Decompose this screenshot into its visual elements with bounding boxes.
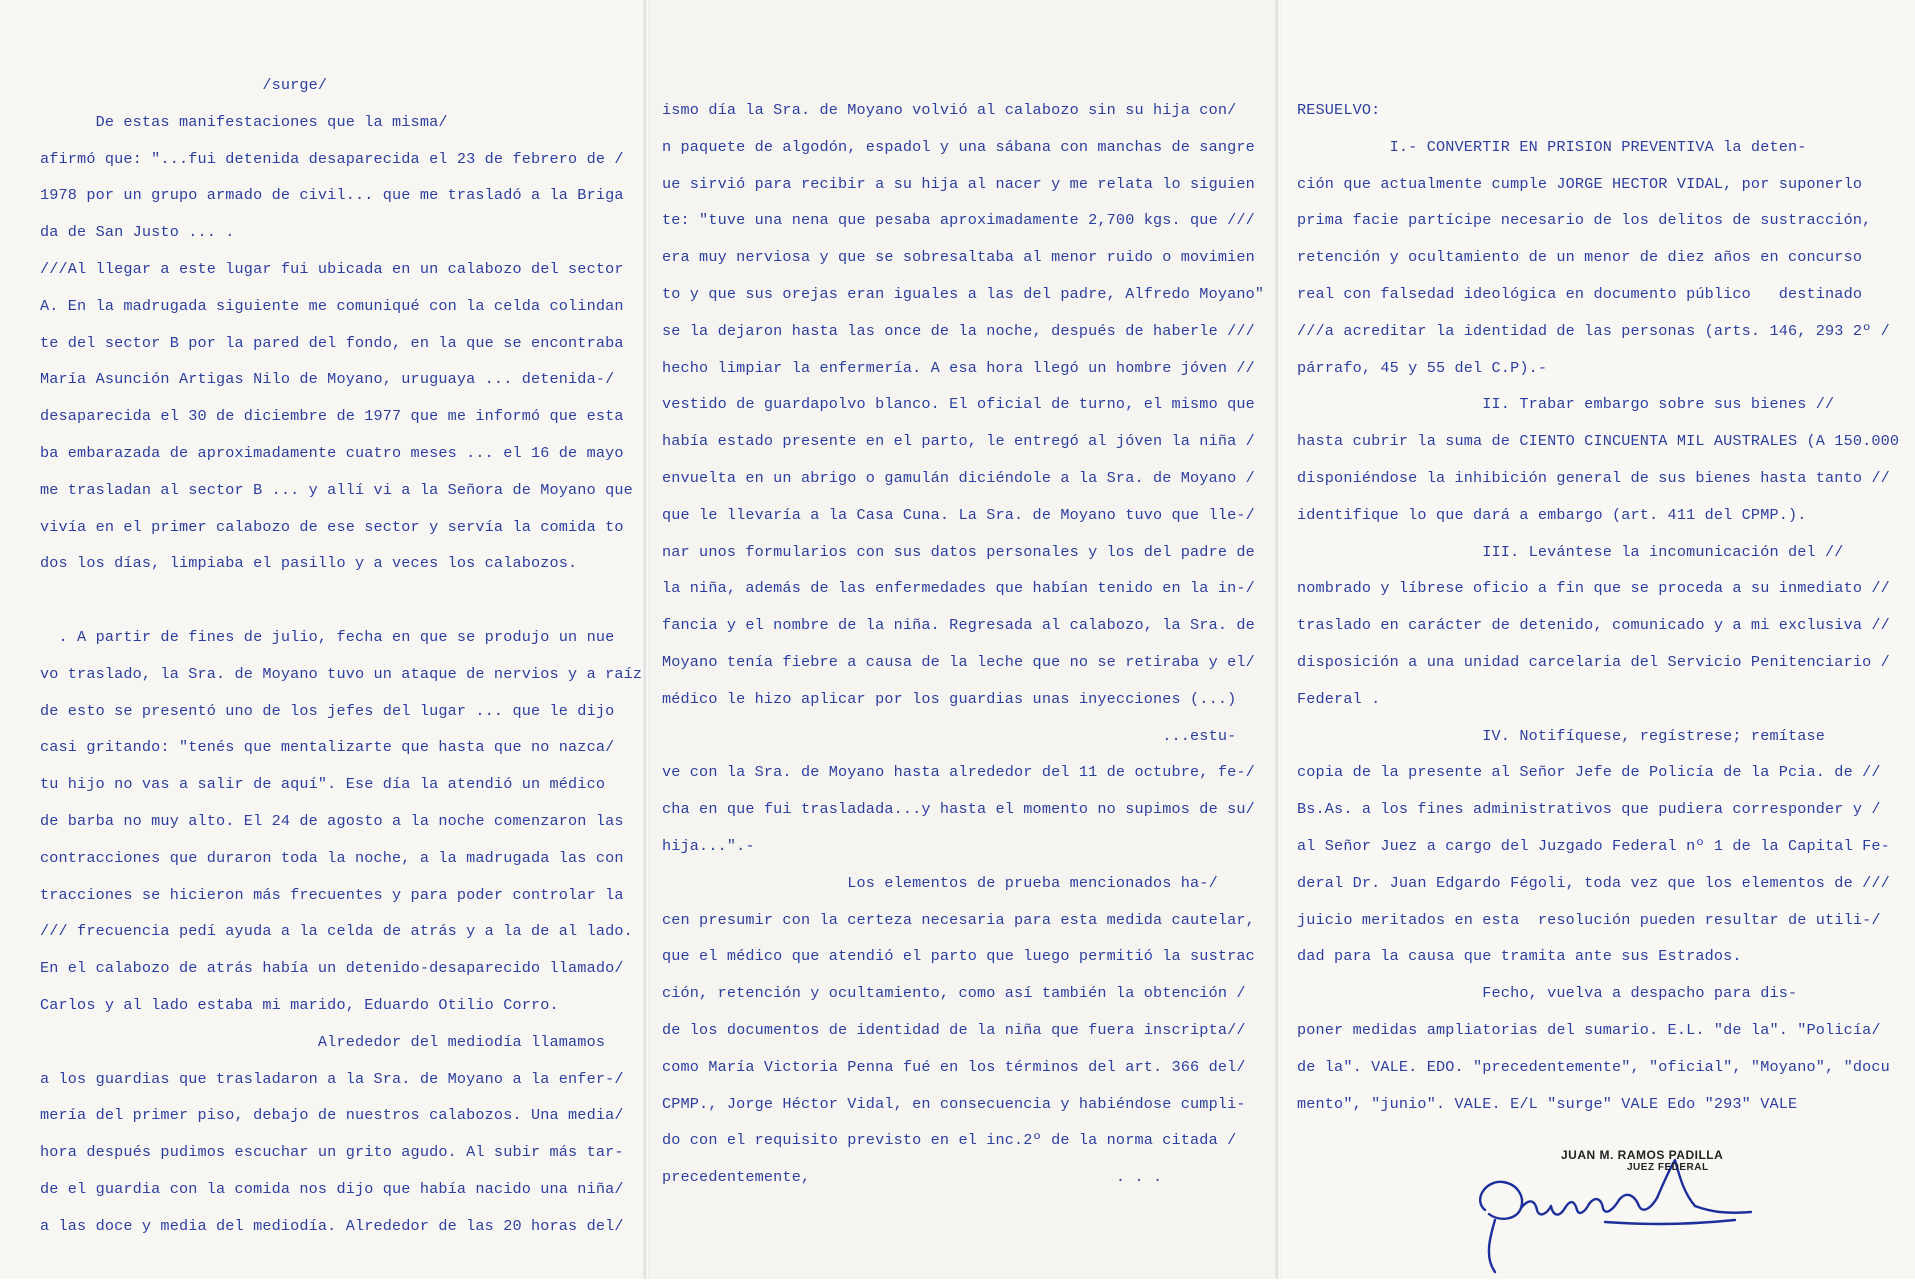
text-line: Federal . <box>1297 689 1381 708</box>
text-line: real con falsedad ideológica en documento público destinado <box>1297 284 1863 303</box>
text-line: precedentemente, . . . <box>662 1168 1163 1187</box>
text-line: Moyano tenía fiebre a causa de la leche que no se retiraba y el/ <box>662 652 1255 671</box>
text-line: párrafo, 45 y 55 del C.P).- <box>1297 358 1548 377</box>
text-line: que el médico que atendió el parto que luego permitió la sustrac <box>662 947 1255 966</box>
text-line: se la dejaron hasta las once de la noche, después de haberle /// <box>662 321 1255 340</box>
text-line: mería del primer piso, debajo de nuestros calabozos. Una media/ <box>40 1106 624 1125</box>
text-line: vestido de guardapolvo blanco. El oficial de turno, el mismo que <box>662 395 1255 414</box>
text-line: hija...".- <box>662 836 755 855</box>
text-line: a los guardias que trasladaron a la Sra. de Moyano a la enfer-/ <box>40 1069 624 1088</box>
text-line <box>40 582 642 619</box>
text-line: Bs.As. a los fines administrativos que pudiera corresponder y / <box>1297 800 1881 819</box>
text-line: n paquete de algodón, espadol y una sábana con manchas de sangre <box>662 137 1255 156</box>
text-line: era muy nerviosa y que se sobresaltaba al menor ruido o movimien <box>662 248 1255 267</box>
text-line: CPMP., Jorge Héctor Vidal, en consecuencia y habiéndose cumpli- <box>662 1094 1246 1113</box>
text-line: I.- CONVERTIR EN PRISION PREVENTIVA la deten- <box>1297 137 1807 156</box>
text-line: deral Dr. Juan Edgardo Fégoli, toda vez que los elementos de /// <box>1297 873 1890 892</box>
text-line: A. En la madrugada siguiente me comuniqué con la celda colindan <box>40 296 624 315</box>
text-line: II. Trabar embargo sobre sus bienes // <box>1297 395 1835 414</box>
text-line: hora después pudimos escuchar un grito agudo. Al subir más tar- <box>40 1143 624 1162</box>
paper-fold-right <box>1275 0 1281 1279</box>
text-line: de esto se presentó uno de los jefes del lugar ... que le dijo <box>40 701 615 720</box>
text-line: ismo día la Sra. de Moyano volvió al calabozo sin su hija con/ <box>662 101 1237 119</box>
text-line: poner medidas ampliatorias del sumario. E.L. "de la". "Policía/ <box>1297 1020 1881 1039</box>
paper-fold-left <box>643 0 649 1279</box>
text-line: Los elementos de prueba mencionados ha-/ <box>662 873 1218 892</box>
text-line: retención y ocultamiento de un menor de diez años en concurso <box>1297 248 1863 267</box>
text-line: to y que sus orejas eran iguales a las del padre, Alfredo Moyano" <box>662 284 1265 303</box>
text-line: IV. Notifíquese, regístrese; remítase <box>1297 726 1826 745</box>
text-line: al Señor Juez a cargo del Juzgado Federal nº 1 de la Capital Fe- <box>1297 836 1890 855</box>
text-line: ue sirvió para recibir a su hija al nacer y me relata lo siguien <box>662 174 1255 193</box>
text-line: identifique lo que dará a embargo (art. 411 del CPMP.). <box>1297 505 1807 524</box>
text-line: tracciones se hicieron más frecuentes y para poder controlar la <box>40 885 624 904</box>
text-line: prima facie partícipe necesario de los delitos de sustracción, <box>1297 211 1872 230</box>
text-line: envuelta en un abrigo o gamulán diciéndole a la Sra. de Moyano / <box>662 468 1255 487</box>
text-line: que le llevaría a la Casa Cuna. La Sra. de Moyano tuvo que lle-/ <box>662 505 1255 524</box>
text-line: de los documentos de identidad de la niña que fuera inscripta// <box>662 1020 1246 1039</box>
text-line: afirmó que: "...fui detenida desaparecida el 23 de febrero de / <box>40 149 624 168</box>
text-line: da de San Justo ... . <box>40 223 235 242</box>
text-line: como María Victoria Penna fué en los términos del art. 366 del/ <box>662 1057 1246 1076</box>
text-line: /// frecuencia pedí ayuda a la celda de atrás y a la de al lado. <box>40 922 633 941</box>
text-line: médico le hizo aplicar por los guardias unas inyecciones (...) <box>662 689 1237 708</box>
text-line: disponiéndose la inhibición general de sus bienes hasta tanto // <box>1297 468 1890 487</box>
text-line: ción, retención y ocultamiento, como así también la obtención / <box>662 984 1246 1003</box>
text-line: hecho limpiar la enfermería. A esa hora llegó un hombre jóven // <box>662 358 1255 377</box>
text-line: juicio meritados en esta resolución pueden resultar de utili-/ <box>1297 910 1881 929</box>
text-line: ...estu- <box>662 726 1237 745</box>
text-line: . A partir de fines de julio, fecha en que se produjo un nue <box>40 627 615 646</box>
text-line: María Asunción Artigas Nilo de Moyano, uruguaya ... detenida-/ <box>40 370 615 389</box>
text-line: cen presumir con la certeza necesaria para esta medida cautelar, <box>662 910 1255 929</box>
text-line: En el calabozo de atrás había un detenido-desaparecido llamado/ <box>40 959 624 978</box>
text-line: a las doce y media del mediodía. Alrededor de las 20 horas del/ <box>40 1216 624 1235</box>
text-line: RESUELVO: <box>1297 101 1381 119</box>
text-line: Alrededor del mediodía llamamos <box>40 1032 606 1051</box>
text-line: te del sector B por la pared del fondo, en la que se encontraba <box>40 333 624 352</box>
text-line: ción que actualmente cumple JORGE HECTOR VIDAL, por suponerlo <box>1297 174 1863 193</box>
text-line: Fecho, vuelva a despacho para dis- <box>1297 984 1798 1003</box>
text-line: traslado en carácter de detenido, comunicado y a mi exclusiva // <box>1297 616 1890 635</box>
text-line: De estas manifestaciones que la misma/ <box>40 112 448 131</box>
text-line: /surge/ <box>40 76 328 94</box>
text-line: de barba no muy alto. El 24 de agosto a la noche comenzaron las <box>40 811 624 830</box>
text-line: ///Al llegar a este lugar fui ubicada en un calabozo del sector <box>40 259 624 278</box>
text-line: disposición a una unidad carcelaria del Servicio Penitenciario / <box>1297 652 1890 671</box>
text-line: nar unos formularios con sus datos personales y los del padre de <box>662 542 1255 561</box>
text-line: hasta cubrir la suma de CIENTO CINCUENTA MIL AUSTRALES (A 150.000 <box>1297 432 1900 451</box>
text-line: fancia y el nombre de la niña. Regresada al calabozo, la Sra. de <box>662 616 1255 635</box>
text-line: me trasladan al sector B ... y allí vi a la Señora de Moyano que <box>40 480 633 499</box>
text-line: cha en que fui trasladada...y hasta el momento no supimos de su/ <box>662 800 1255 819</box>
text-line: la niña, además de las enfermedades que habían tenido en la in-/ <box>662 579 1255 598</box>
text-column-right <box>1297 92 1899 1122</box>
text-line: III. Levántese la incomunicación del // <box>1297 542 1844 561</box>
text-line: do con el requisito previsto en el inc.2º de la norma citada / <box>662 1131 1237 1150</box>
text-line: dad para la causa que tramita ante sus Estrados. <box>1297 947 1742 966</box>
text-line: vo traslado, la Sra. de Moyano tuvo un ataque de nervios y a raíz <box>40 664 643 683</box>
text-line: de el guardia con la comida nos dijo que había nacido una niña/ <box>40 1179 624 1198</box>
text-line: ///a acreditar la identidad de las personas (arts. 146, 293 2º / <box>1297 321 1890 340</box>
text-line: desaparecida el 30 de diciembre de 1977 que me informó que esta <box>40 407 624 426</box>
text-line: había estado presente en el parto, le entregó al jóven la niña / <box>662 432 1255 451</box>
text-column-left <box>40 67 642 1245</box>
text-line: 1978 por un grupo armado de civil... que me trasladó a la Briga <box>40 186 624 205</box>
signature-name: JUAN M. RAMOS PADILLA <box>1561 1148 1724 1162</box>
signature-title: JUEZ FEDERAL <box>1627 1162 1709 1173</box>
text-line: mento", "junio". VALE. E/L "surge" VALE Edo "293" VALE <box>1297 1094 1798 1113</box>
text-line: Carlos y al lado estaba mi marido, Eduardo Otilio Corro. <box>40 995 559 1014</box>
text-line: casi gritando: "tenés que mentalizarte que hasta que no nazca/ <box>40 738 615 757</box>
text-line: ba embarazada de aproximadamente cuatro meses ... el 16 de mayo <box>40 443 624 462</box>
text-line: copia de la presente al Señor Jefe de Policía de la Pcia. de // <box>1297 763 1881 782</box>
text-line: ve con la Sra. de Moyano hasta alrededor del 11 de octubre, fe-/ <box>662 763 1255 782</box>
text-line: nombrado y líbrese oficio a fin que se proceda a su inmediato // <box>1297 579 1890 598</box>
text-line: contracciones que duraron toda la noche, a la madrugada las con <box>40 848 624 867</box>
text-line: de la". VALE. EDO. "precedentemente", "oficial", "Moyano", "docu <box>1297 1057 1890 1076</box>
text-line: vivía en el primer calabozo de ese sector y servía la comida to <box>40 517 624 536</box>
text-line: tu hijo no vas a salir de aquí". Ese día la atendió un médico <box>40 775 606 794</box>
text-column-middle <box>662 92 1264 1196</box>
text-line: te: "tuve una nena que pesaba aproximadamente 2,700 kgs. que /// <box>662 211 1255 230</box>
text-line: dos los días, limpiaba el pasillo y a veces los calabozos. <box>40 554 578 573</box>
